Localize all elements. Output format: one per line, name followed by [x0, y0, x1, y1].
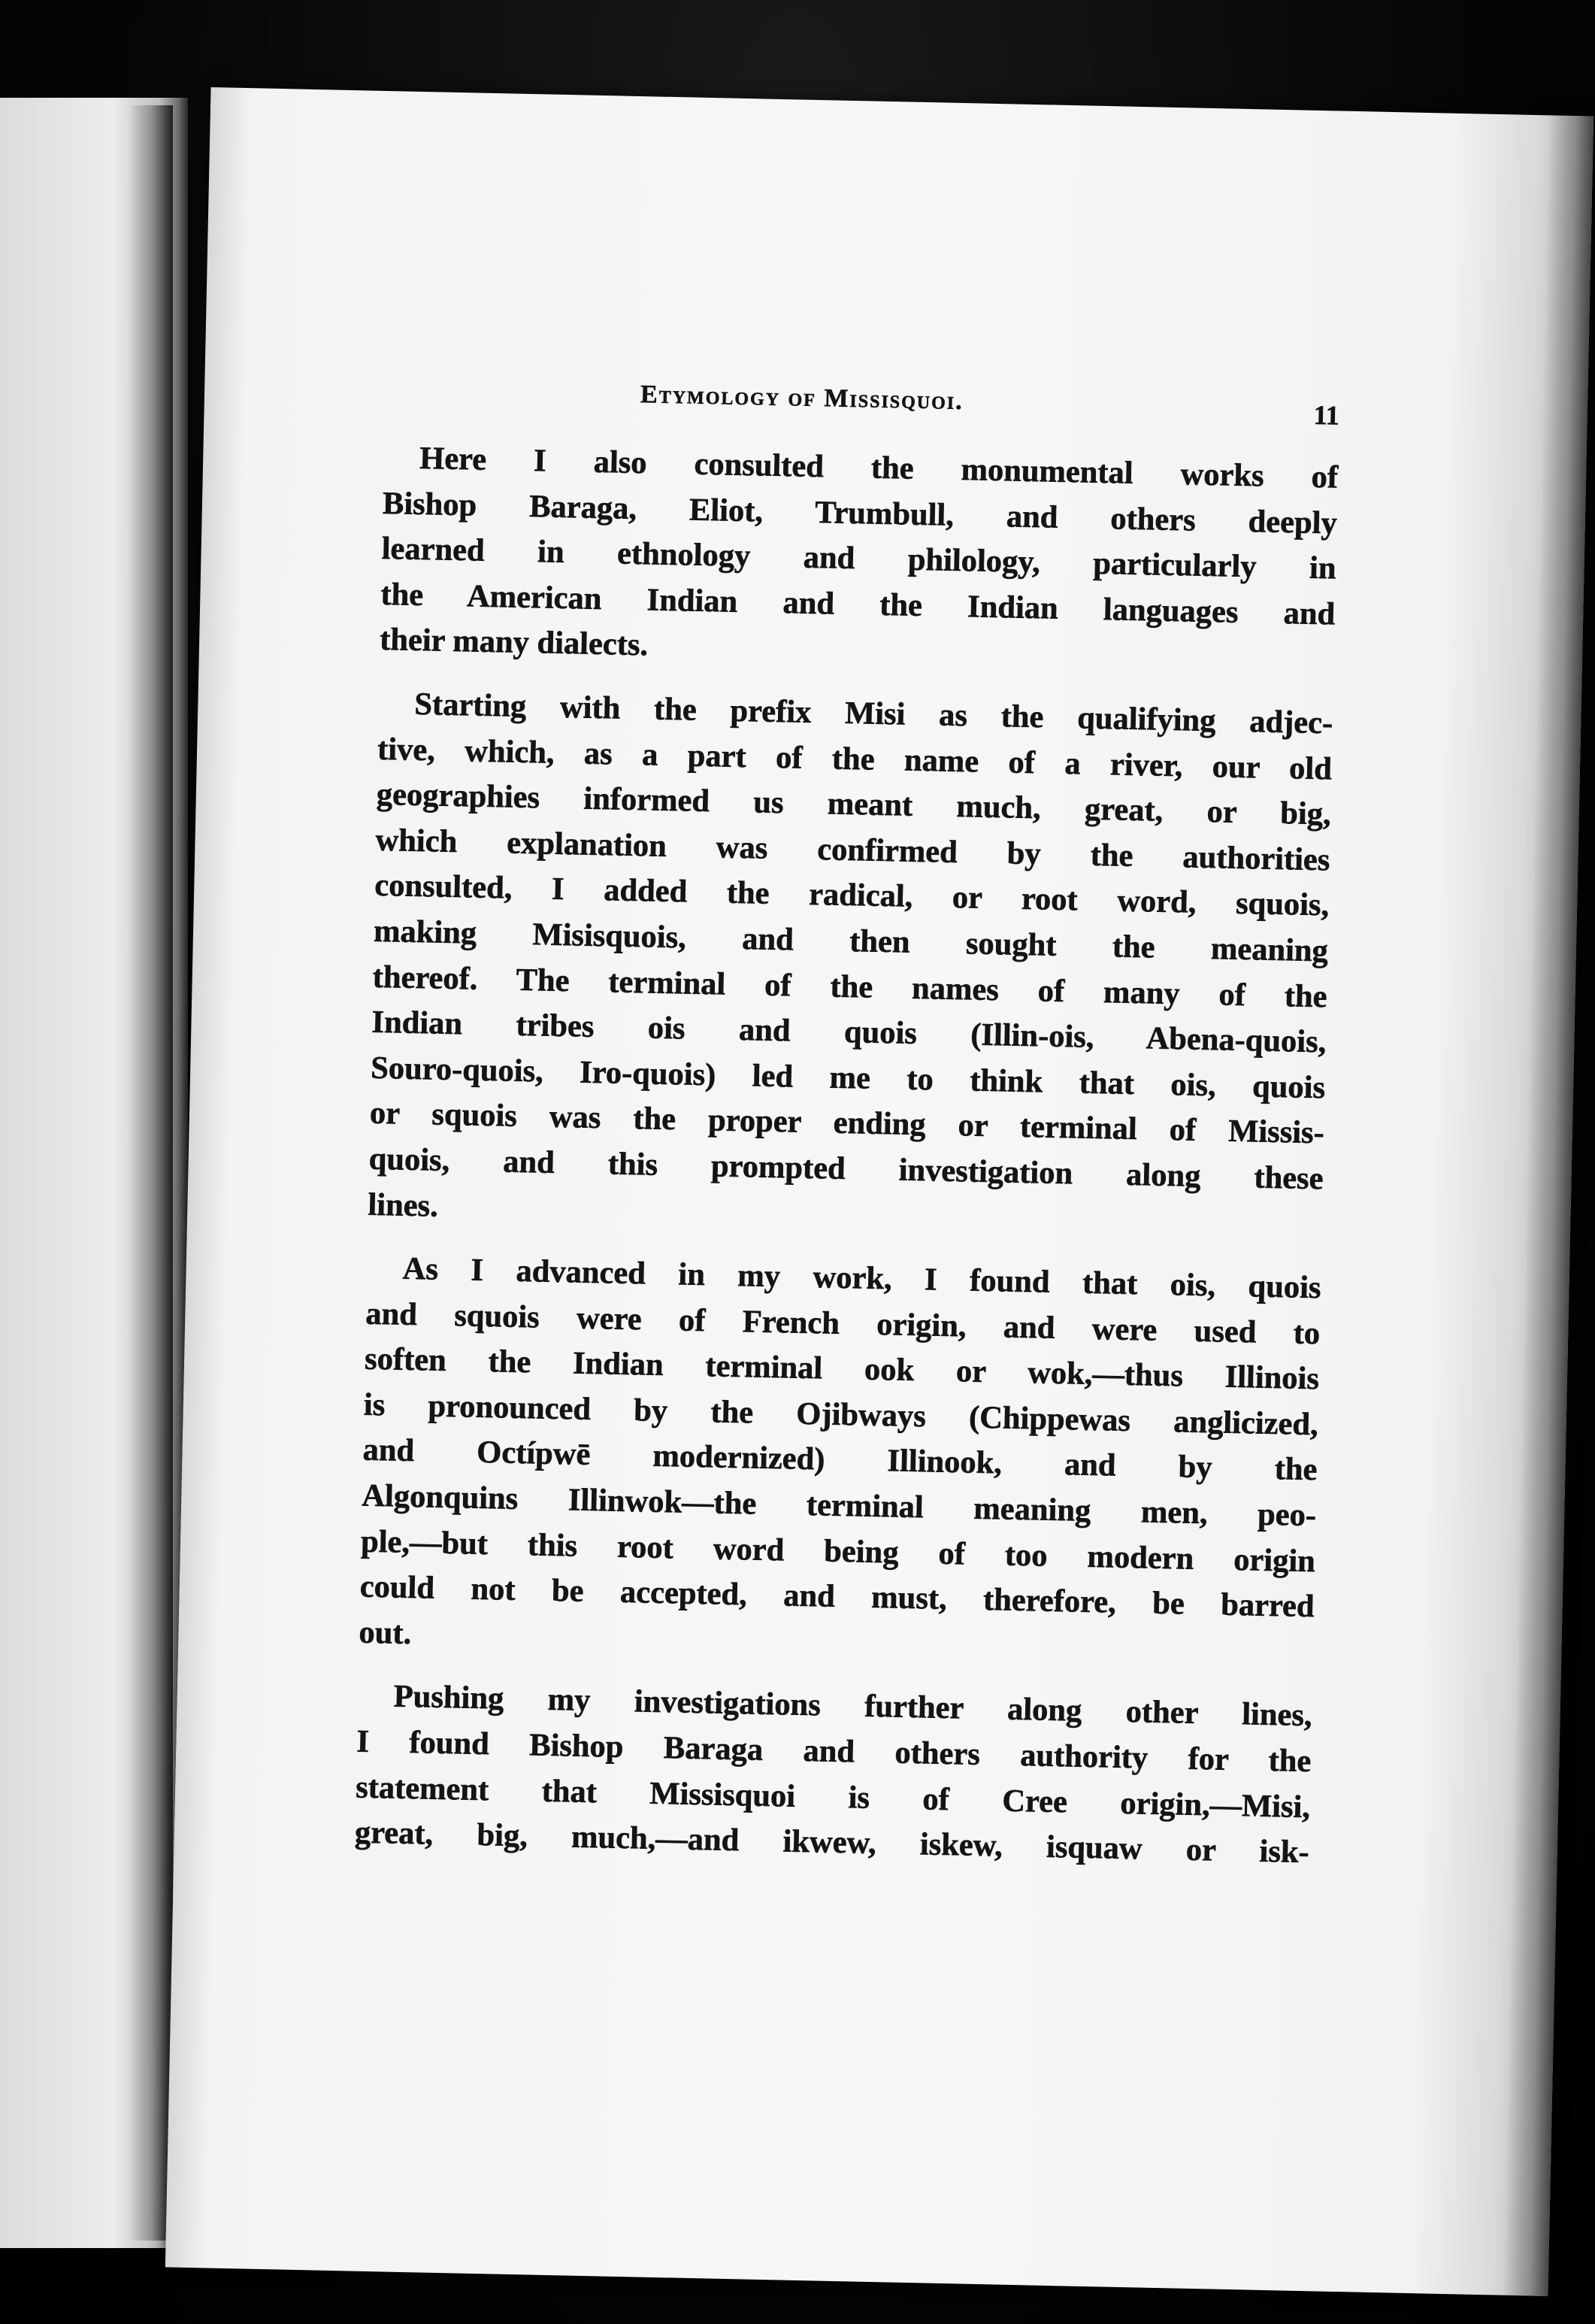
book-page — [165, 87, 1593, 2296]
text-line: As I advanced in my work, I found that ois, quois — [402, 1250, 1321, 1306]
text-line: lines. — [368, 1186, 439, 1224]
text-line: Bishop Baraga, Eliot, Trumbull, and others deeply — [382, 485, 1338, 541]
text-line: and Octípwē modernized) Illinook, and by the — [362, 1432, 1318, 1488]
text-line: could not be accepted, and must, therefore, be barred — [359, 1568, 1315, 1625]
page-header — [384, 369, 1339, 442]
text-line: Starting with the prefix Misi as the qualifying adjec- — [413, 686, 1333, 741]
text-line: their many dialects. — [379, 622, 649, 663]
page-number: 11 — [1313, 399, 1340, 431]
book-gutter-shadow — [128, 105, 173, 2241]
text-line: thereof. The terminal of the names of many of the — [372, 959, 1328, 1014]
text-line: tive, which, as a part of the name of a river, our old — [377, 731, 1333, 787]
text-line: Pushing my investigations further along other lines, — [393, 1679, 1313, 1734]
text-line: quois, and this prompted investigation along these — [368, 1141, 1324, 1197]
text-line: statement that Missisquoi is of Cree origin,—Misi, — [355, 1769, 1311, 1825]
text-line: consulted, I added the radical, or root word, squois, — [374, 868, 1330, 923]
text-line: or squois was the proper ending or terminal of Missis- — [369, 1095, 1325, 1151]
text-line: is pronounced by the Ojibways (Chippewas anglicized, — [363, 1386, 1319, 1443]
text-line: Here I also consulted the monumental works of — [419, 440, 1339, 495]
text-line: great, big, much,—and ikwew, iskew, isquaw or isk- — [354, 1814, 1310, 1871]
text-line: soften the Indian terminal ook or wok,—thus Illinois — [364, 1341, 1320, 1397]
text-line: Algonquins Illinwok—the terminal meaning men, peo- — [361, 1477, 1317, 1534]
running-head: Etymology of Missisquoi. — [640, 380, 964, 416]
text-line: Indian tribes ois and quois (Illin-ois, Abena-quois, — [371, 1004, 1327, 1060]
text-line: Souro-quois, Iro-quois) led me to think that ois, quois — [370, 1050, 1326, 1106]
text-line: learned in ethnology and philology, particularly in — [381, 531, 1336, 586]
text-line: I found Bishop Baraga and others authority for the — [356, 1723, 1312, 1780]
text-line: and squois were of French origin, and were used to — [365, 1295, 1321, 1351]
text-line: ple,—but this root word being of too modern origin — [360, 1523, 1316, 1579]
text-line: geographies informed us meant much, great, or big, — [376, 777, 1332, 832]
paragraph-1 — [380, 435, 1339, 683]
text-line: out. — [359, 1614, 412, 1651]
paragraph-2 — [368, 681, 1333, 1248]
paragraph-4 — [354, 1674, 1312, 1876]
text-line: making Misisquois, and then sought the meaning — [373, 913, 1329, 969]
paragraph-3 — [359, 1246, 1321, 1676]
page-text — [354, 369, 1340, 1894]
text-line: which explanation was confirmed by the authorities — [375, 822, 1330, 878]
text-line: the American Indian and the Indian languages and — [380, 576, 1336, 632]
